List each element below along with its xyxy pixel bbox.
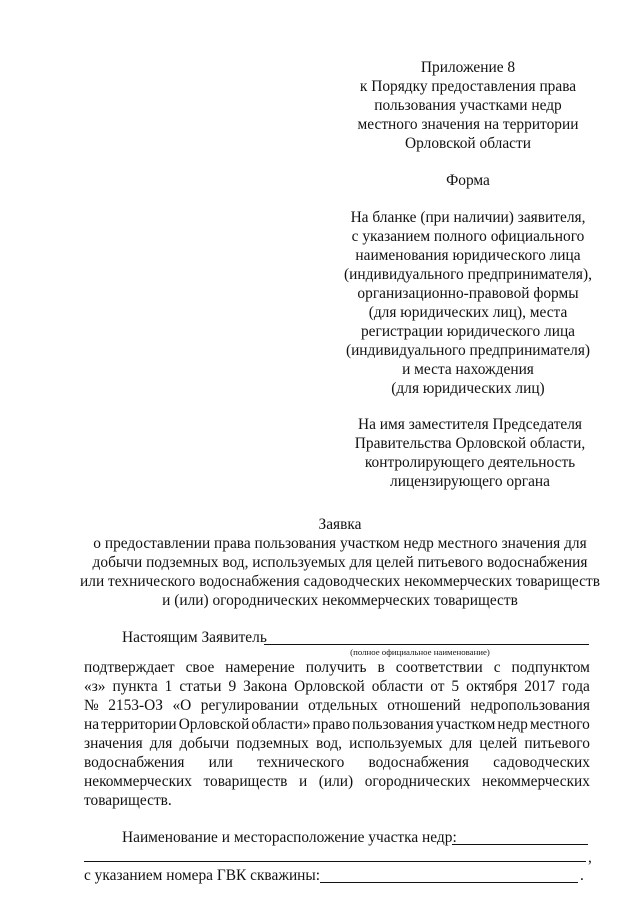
site-location-field[interactable] — [84, 861, 586, 862]
word: питьевого — [524, 735, 590, 752]
addressee-line: Правительства Орловской области, — [354, 435, 586, 452]
word: с — [493, 659, 501, 676]
word: статьи — [179, 678, 222, 695]
word: «з» — [84, 678, 106, 695]
paragraph-line — [84, 697, 590, 715]
paragraph-last-line: товариществ. — [84, 792, 172, 809]
word: право — [312, 716, 351, 733]
paragraph-line — [84, 678, 590, 696]
site-name-field[interactable] — [452, 844, 588, 845]
word: вод, — [315, 735, 343, 752]
paragraph-line — [84, 735, 590, 753]
letterhead-line: организационно-правовой формы — [357, 285, 579, 302]
application-heading: Заявка — [318, 516, 362, 533]
word: огороднических — [364, 773, 471, 790]
word: пункта — [112, 678, 158, 695]
appendix-line: Орловской области — [405, 135, 531, 152]
word: подпунктом — [511, 659, 590, 676]
gvk-label: с указанием номера ГВК скважины: — [84, 867, 321, 884]
paragraph-line — [84, 754, 590, 772]
word: водоснабжения — [84, 754, 185, 771]
word: «О — [172, 697, 192, 714]
appendix-line: Приложение 8 — [420, 59, 516, 76]
title-line: или технического водоснабжения садоводческих некоммерческих товариществ — [80, 573, 600, 590]
word: территории — [101, 716, 177, 733]
title-line: о предоставлении права пользования участком недр местного значения для — [93, 535, 587, 552]
word: целей — [479, 735, 518, 752]
word: Орловской — [178, 716, 250, 733]
comma: , — [588, 849, 592, 866]
applicant-label: Настоящим Заявитель — [122, 629, 267, 646]
word: года — [562, 678, 590, 695]
word: Закона — [243, 678, 288, 695]
word: технического — [256, 754, 345, 771]
word: соответствии — [395, 659, 483, 676]
paragraph-line — [84, 773, 590, 791]
letterhead-line: наименования юридического лица — [355, 247, 581, 264]
justified-text — [84, 678, 590, 696]
appendix-line: к Порядку предоставления права — [359, 78, 577, 95]
word: подтверждает — [84, 659, 175, 676]
word: области» — [251, 716, 311, 733]
word: некоммерческих — [84, 773, 192, 790]
word: 9 — [228, 678, 237, 695]
letterhead-line: (индивидуального предпринимателя) — [345, 342, 591, 359]
justified-text — [84, 697, 590, 715]
gvk-number-field[interactable] — [320, 882, 578, 883]
site-label: Наименование и месторасположение участка недр: — [122, 829, 457, 846]
justified-text — [84, 659, 590, 677]
word: намерение — [225, 659, 295, 676]
word: октября — [466, 678, 518, 695]
addressee-line: На имя заместителя Председателя — [357, 416, 583, 433]
word: области — [371, 678, 424, 695]
letterhead-line: регистрации юридического лица — [360, 323, 576, 340]
justified-text — [84, 754, 590, 772]
word: отношений — [387, 697, 461, 714]
word: подземных — [236, 735, 309, 752]
word: на — [84, 716, 100, 733]
word: свое — [185, 659, 215, 676]
period: . — [580, 867, 584, 884]
word: 2017 — [524, 678, 556, 695]
title-line: добычи подземных вод, используемых для целей питьевого водоснабжения — [92, 554, 588, 571]
word: для — [449, 735, 473, 752]
letterhead-line: (для юридических лиц) — [391, 380, 545, 397]
word: № — [84, 697, 99, 714]
applicant-name-field[interactable] — [264, 644, 589, 645]
letterhead-line: На бланке (при наличии) заявителя, — [350, 209, 586, 226]
form-label: Форма — [446, 172, 490, 189]
letterhead-line: с указанием полного официального — [351, 228, 585, 245]
word: водоснабжения — [368, 754, 469, 771]
word: недропользования — [470, 697, 590, 714]
word: для — [149, 735, 173, 752]
word: недр — [497, 716, 528, 733]
word: садоводческих — [493, 754, 590, 771]
word: некоммерческих — [482, 773, 590, 790]
word: Орловской — [294, 678, 365, 695]
word: значения — [84, 735, 143, 752]
word: в — [377, 659, 385, 676]
letterhead-line: и места нахождения — [402, 361, 534, 378]
letterhead-line: (для юридических лиц), места — [368, 304, 568, 321]
word: регулировании — [200, 697, 299, 714]
addressee-line: лицензирующего органа — [390, 473, 550, 490]
word: и — [298, 773, 308, 790]
word: добычи — [179, 735, 230, 752]
appendix-line: местного значения на территории — [357, 116, 579, 133]
word: используемых — [349, 735, 443, 752]
title-line: и (или) огороднических некоммерческих товариществ — [162, 592, 518, 609]
word: (или) — [318, 773, 354, 790]
word: отдельных — [308, 697, 378, 714]
justified-text — [84, 716, 590, 734]
word: или — [208, 754, 233, 771]
word: 5 — [451, 678, 460, 695]
addressee-line: контролирующего деятельность — [364, 454, 576, 471]
word: участком — [435, 716, 496, 733]
paragraph-line — [84, 716, 590, 734]
word: получить — [305, 659, 367, 676]
paragraph-line — [84, 659, 590, 677]
word: пользования — [352, 716, 434, 733]
appendix-line: пользования участками недр — [374, 97, 562, 114]
word: местного — [529, 716, 590, 733]
justified-text — [84, 735, 590, 753]
letterhead-line: (индивидуального предпринимателя), — [344, 266, 592, 283]
justified-text — [84, 773, 590, 791]
word: 1 — [164, 678, 173, 695]
word: товариществ — [203, 773, 288, 790]
applicant-hint: (полное официальное наименование) — [350, 647, 490, 657]
word: от — [430, 678, 445, 695]
word: 2153-ОЗ — [108, 697, 163, 714]
